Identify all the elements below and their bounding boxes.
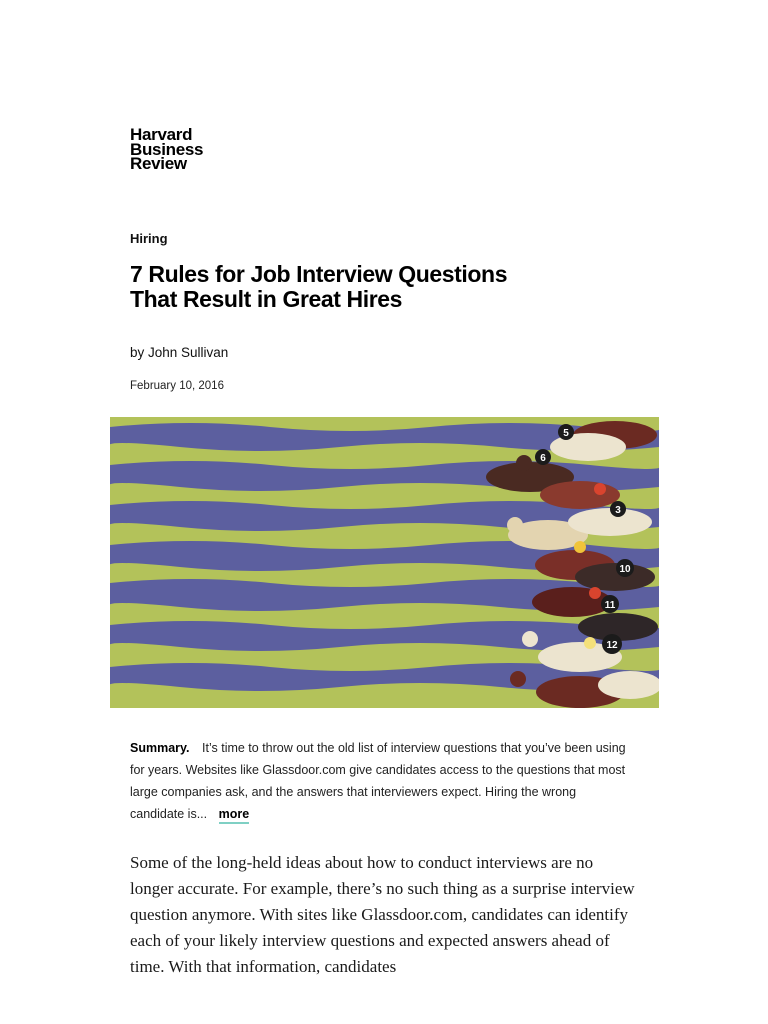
summary-more-link[interactable]: more [219, 807, 250, 824]
article-title: 7 Rules for Job Interview Questions That Result in Great Hires [130, 261, 508, 312]
article-date: February 10, 2016 [130, 380, 224, 392]
hero-image [110, 417, 659, 708]
jersey-number: 5 [563, 428, 569, 439]
logo-line-harvard: Harvard [130, 125, 193, 144]
logo-line-review: Review [130, 154, 187, 173]
hero-illustration [110, 417, 659, 708]
summary-label: Summary. [130, 741, 190, 755]
jersey-number: 3 [615, 505, 621, 516]
topic-tag[interactable]: Hiring [130, 231, 168, 246]
article-summary [130, 737, 630, 825]
summary-text: It’s time to throw out the old list of interview questions that you’ve been using for years. Websites like Glassdoor.com give candidates access to the questions that most large companies ask, and the answers that interviewers expect. Hiring the wrong candidate is... [130, 741, 626, 821]
jersey-number: 11 [604, 600, 616, 611]
logo-line-business: Business [130, 139, 204, 159]
hbr-logo[interactable] [130, 125, 204, 173]
article-body-paragraph: Some of the long-held ideas about how to conduct interviews are no longer accurate. For example, there’s no such thing as a surprise interview question anymore. With sites like Glassdoor.com, candidates can identify each of your likely interview questions and expected answers ahead of time. With that information, candidates [130, 853, 635, 976]
jersey-number: 12 [606, 640, 618, 651]
article-byline[interactable]: by John Sullivan [130, 345, 229, 360]
jersey-number: 10 [619, 564, 631, 575]
jersey-number: 6 [540, 453, 546, 464]
